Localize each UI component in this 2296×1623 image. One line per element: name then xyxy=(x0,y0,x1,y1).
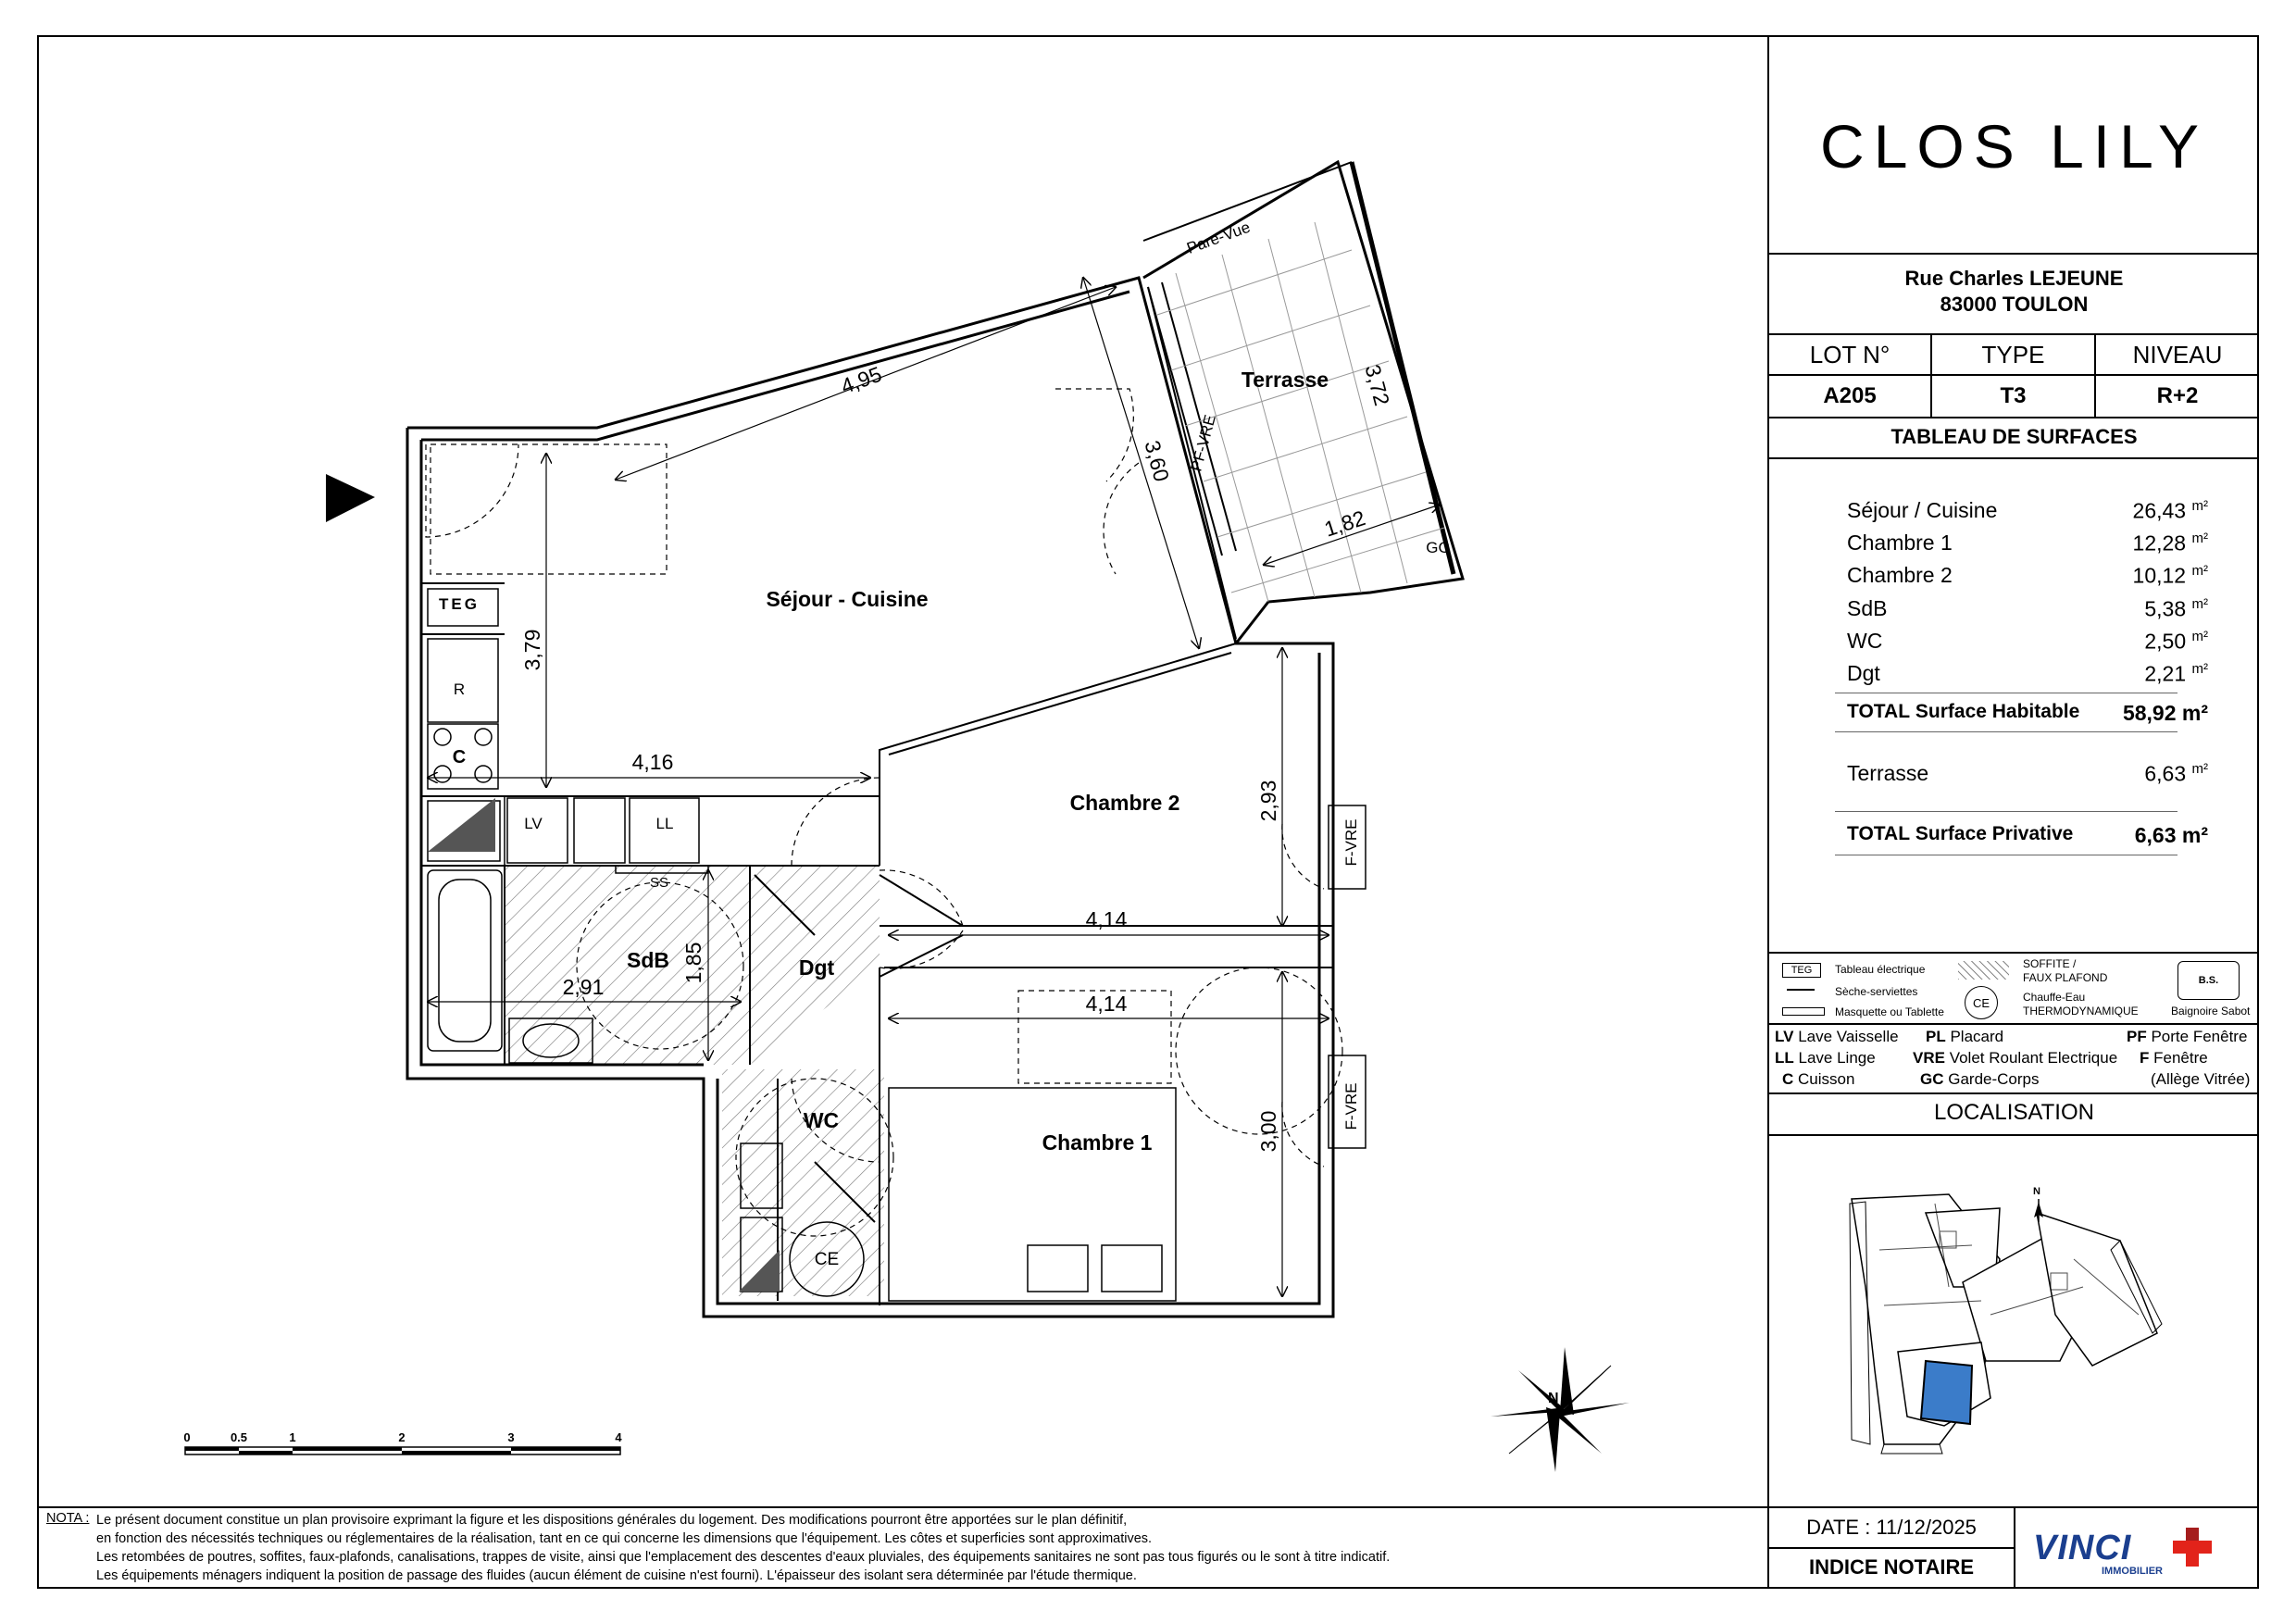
room-terrasse: Terrasse xyxy=(1241,368,1329,392)
scale-tick-0: 0 xyxy=(183,1430,191,1444)
divider xyxy=(1769,1092,2259,1094)
towel-rail-icon xyxy=(1787,989,1815,998)
scale-tick-05: 0.5 xyxy=(230,1430,248,1444)
scale-tick-2: 2 xyxy=(398,1430,406,1444)
label-f-vre-1: F-VRE xyxy=(1342,818,1360,867)
dim-495: 4,95 xyxy=(837,361,885,399)
divider xyxy=(1769,253,2259,255)
project-name: CLOS LILY xyxy=(1820,112,2208,181)
dim-414a: 4,14 xyxy=(1085,907,1128,931)
divider xyxy=(1769,417,2259,418)
lot-value: A205 xyxy=(1823,383,1877,408)
abbr-gc: GC Garde-Corps xyxy=(1920,1070,2040,1088)
divider xyxy=(2014,1506,2015,1589)
dim-300: 3,00 xyxy=(1256,1110,1280,1153)
legend-masquette: Masquette ou Tablette xyxy=(1835,1005,1944,1018)
label-r: R xyxy=(453,680,466,698)
bath-icon: B.S. xyxy=(2177,961,2240,1000)
indice-notaire: INDICE NOTAIRE xyxy=(1808,1555,1975,1579)
abbr-ll: LL Lave Linge xyxy=(1775,1049,1876,1067)
type-value: T3 xyxy=(2000,383,2027,408)
room-dgt: Dgt xyxy=(798,955,835,980)
surface-row: Séjour / Cuisine 26,43 $^{m^2}$ xyxy=(1847,498,2208,523)
legend-teg-box: TEG xyxy=(1782,963,1821,978)
scale-tick-4: 4 xyxy=(615,1430,622,1444)
dim-416: 4,16 xyxy=(631,750,674,774)
scale-tick-1: 1 xyxy=(289,1430,296,1444)
legend-seche: Sèche-serviettes xyxy=(1835,985,1918,998)
vinci-cross-icon xyxy=(2170,1525,2216,1571)
label-teg: TEG xyxy=(439,595,480,613)
terrasse-row: Terrasse 6,63 $^{m^2}$ xyxy=(1847,761,2208,786)
lot-label: LOT N° xyxy=(1809,340,1890,368)
divider xyxy=(1769,952,2259,954)
scale-tick-3: 3 xyxy=(507,1430,515,1444)
abbr-lv: LV Lave Vaisselle xyxy=(1775,1028,1899,1045)
label-lv: LV xyxy=(524,815,543,832)
legend-soffite: SOFFITE / xyxy=(2023,957,2077,970)
legend-baignoire: Baignoire Sabot xyxy=(2171,1005,2251,1017)
dim-360: 3,60 xyxy=(1140,437,1175,484)
vinci-wordmark: VINCI xyxy=(2033,1529,2132,1567)
abbr-pf: PF Porte Fenêtre xyxy=(2127,1028,2248,1045)
nota-text: Le présent document constitue un plan provisoire exprimant la figure et les dispositions générales du logement. Des modifications pourront être apportées sur le plan définitif, en fonction des nécessités techniques ou réglementaires de la réalisation, tant en ce qui concerne les dimensions que l'équipement. Les côtes et superficies sont approximatives. Les retombées de poutres, soffites, faux-plafonds, canalisations, trappes de visite, ainsi que l'emplacement des descentes d'eaux pluviales, des équipements sanitaires ne sont pas tous figurés ou le sont à titre indicatif. Les équipements ménagers indiquent la position de passage des fluides (aucun élément de cuisine n'est fourni). L'épaisseur des isolant sera déterminée par l'étude thermique. xyxy=(96,1513,1391,1583)
label-ll: LL xyxy=(655,815,674,832)
dim-414b: 4,14 xyxy=(1085,992,1128,1016)
abbr-pl: PL Placard xyxy=(1926,1028,2004,1045)
surface-row: WC 2,50 $^{m^2}$ xyxy=(1847,629,2208,654)
niveau-value: R+2 xyxy=(2156,383,2199,408)
divider xyxy=(1769,1023,2259,1025)
dimension-lines xyxy=(428,278,1440,1296)
legend-teg: Tableau électrique xyxy=(1835,963,1926,976)
nota-label: NOTA : xyxy=(46,1511,90,1526)
divider xyxy=(1835,731,2177,732)
abbr-f: F Fenêtre xyxy=(2140,1049,2208,1067)
dim-293: 2,93 xyxy=(1256,780,1280,822)
project-street: Rue Charles LEJEUNE xyxy=(1904,267,2124,290)
dim-182: 1,82 xyxy=(1321,506,1368,542)
label-c: C xyxy=(452,747,467,768)
room-sejour: Séjour - Cuisine xyxy=(766,587,929,611)
label-pf-vre: PF-VRE xyxy=(1187,413,1219,474)
hatch-swatch-icon xyxy=(1958,961,2009,980)
room-wc: WC xyxy=(803,1108,840,1132)
total-habitable-row: TOTAL Surface Habitable 58,92 m² xyxy=(1847,701,2208,725)
type-label: TYPE xyxy=(1981,340,2045,368)
abbr-allege: (Allège Vitrée) xyxy=(2151,1070,2251,1088)
dim-185: 1,85 xyxy=(681,942,705,984)
project-city: 83000 TOULON xyxy=(1940,293,2089,316)
svg-text:N: N xyxy=(2033,1186,2040,1197)
divider xyxy=(1769,1547,2014,1549)
divider xyxy=(1835,811,2177,812)
label-ce: CE xyxy=(814,1250,840,1269)
surface-row: SdB 5,38 $^{m^2}$ xyxy=(1847,596,2208,621)
niveau-label: NIVEAU xyxy=(2132,340,2223,368)
localisation-title: LOCALISATION xyxy=(1934,1100,2094,1125)
shelf-icon xyxy=(1782,1007,1825,1016)
label-pare-vue: Pare-Vue xyxy=(1184,218,1253,257)
abbr-vre: VRE Volet Roulant Electrique xyxy=(1913,1049,2118,1067)
entrance-arrow-icon xyxy=(326,474,375,522)
surfaces-title: TABLEAU DE SURFACES xyxy=(1890,425,2138,448)
label-f-vre-2: F-VRE xyxy=(1342,1082,1360,1130)
divider xyxy=(1769,1134,2259,1136)
room-sdb: SdB xyxy=(627,948,669,972)
surface-row: Chambre 2 10,12 $^{m^2}$ xyxy=(1847,563,2208,588)
dim-372: 3,72 xyxy=(1360,361,1395,408)
compass-rose-icon xyxy=(1491,1347,1629,1472)
label-ss: SS xyxy=(649,875,669,891)
legend-thermo: THERMODYNAMIQUE xyxy=(2023,1005,2139,1017)
kitchen-corner-fill xyxy=(428,798,495,852)
scale-bar xyxy=(183,1430,622,1454)
vinci-sub: IMMOBILIER xyxy=(2102,1566,2163,1577)
legend-chauffe-eau: Chauffe-Eau xyxy=(2023,991,2086,1004)
surface-row: Dgt 2,21 $^{m^2}$ xyxy=(1847,661,2208,686)
room-chambre2: Chambre 2 xyxy=(1069,791,1180,815)
surface-row: Chambre 1 12,28 $^{m^2}$ xyxy=(1847,531,2208,556)
date: DATE : 11/12/2025 xyxy=(1806,1516,1977,1539)
vinci-logo xyxy=(2033,1525,2255,1580)
soffite-wc xyxy=(722,1069,884,1296)
outer-walls xyxy=(407,162,1463,1317)
abbr-c: C Cuisson xyxy=(1782,1070,1855,1088)
dim-291: 2,91 xyxy=(562,975,605,999)
divider xyxy=(37,1506,1769,1508)
terrace-tiles xyxy=(1157,222,1444,602)
dim-379: 3,79 xyxy=(520,629,544,671)
location-map xyxy=(1842,1176,2194,1463)
room-chambre1: Chambre 1 xyxy=(1042,1130,1153,1155)
legend-faux-plafond: FAUX PLAFOND xyxy=(2023,971,2108,984)
ce-icon: CE xyxy=(1965,986,1998,1019)
total-privative-row: TOTAL Surface Privative 6,63 m² xyxy=(1847,823,2208,847)
divider xyxy=(1769,457,2259,459)
lot-highlight xyxy=(1921,1361,1972,1424)
svg-text:N: N xyxy=(1548,1391,1559,1406)
label-gc: GC xyxy=(1426,539,1450,556)
